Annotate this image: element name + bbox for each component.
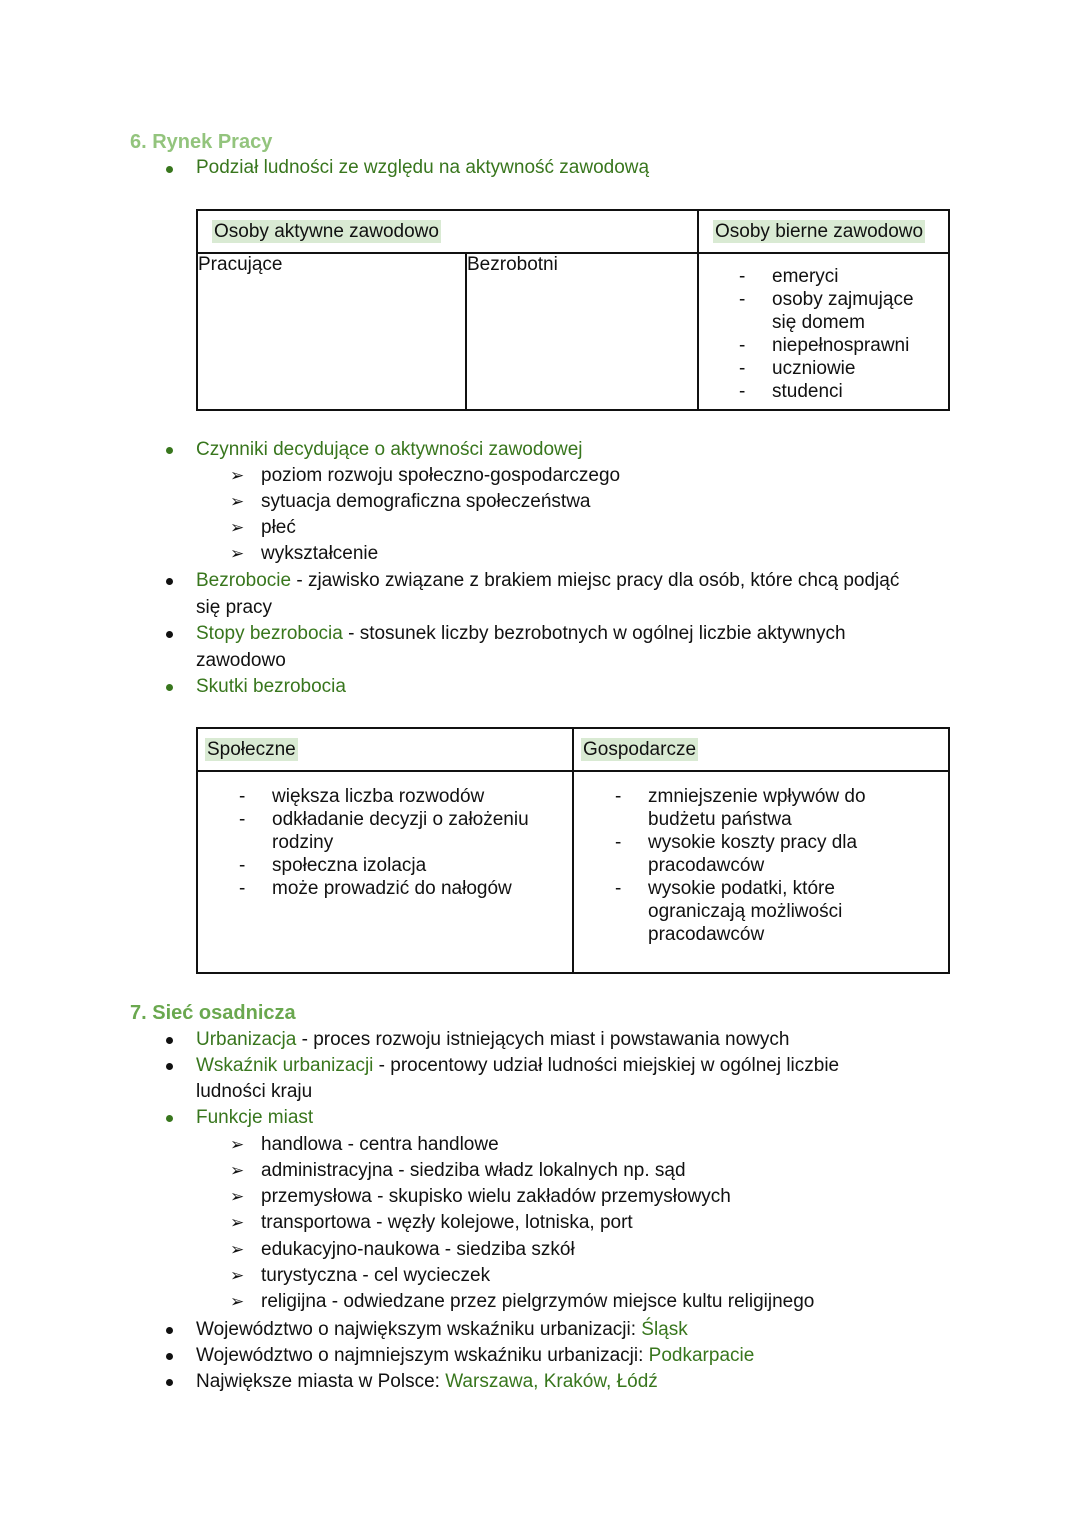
bullet-icon [166, 1063, 173, 1070]
header-active: Osoby aktywne zawodowo [214, 220, 439, 242]
rate-term: Stopy bezrobocia [196, 623, 343, 644]
header-passive-cell [698, 210, 949, 253]
list-item: - studenci [739, 380, 940, 403]
bullet-icon [166, 447, 173, 454]
bullet-icon [166, 166, 173, 173]
bullet-icon [166, 1037, 173, 1044]
urbanization-definition [196, 1029, 789, 1051]
header-passive: Osoby bierne zawodowo [715, 220, 924, 242]
function-item: turystyczna - cel wycieczek [261, 1265, 491, 1286]
list-item: - wysokie koszty pracy dla pracodawców [615, 831, 888, 877]
highest-urbanization [196, 1319, 688, 1341]
social-effects-cell [197, 771, 573, 973]
index-term: Wskaźnik urbanizacji [196, 1055, 374, 1076]
arrow-bullet-icon: ➢ [230, 1240, 245, 1259]
header-active-cell [197, 210, 698, 253]
effects-table [196, 727, 950, 974]
unemployed-label: Bezrobotni [467, 254, 558, 275]
bullet-icon [166, 631, 173, 638]
factor-item: płeć [261, 517, 296, 538]
labor-division-item: Podział ludności ze względu na aktywność zawodową [196, 157, 650, 178]
functions-title: Funkcje miast [196, 1107, 314, 1128]
factor-item: sytuacja demograficzna społeczeństwa [261, 491, 591, 512]
economic-effects-list [615, 785, 940, 946]
bullet-icon [166, 1327, 173, 1334]
index-def: - procentowy udział ludności miejskiej w ogólnej liczbie [373, 1055, 840, 1076]
lowest-label: Województwo o najmniejszym wskaźniku urbanizacji: [196, 1345, 649, 1366]
list-item: - niepełnosprawni [739, 334, 940, 357]
arrow-bullet-icon: ➢ [230, 1266, 245, 1285]
cities-value: Warszawa, Kraków, Łódź [445, 1371, 658, 1392]
arrow-bullet-icon: ➢ [230, 1213, 245, 1232]
unemployment-def-continued: się pracy [196, 597, 273, 618]
largest-cities [196, 1371, 658, 1393]
index-definition [196, 1055, 839, 1077]
function-item: administracyjna - siedziba władz lokalnych np. sąd [261, 1160, 686, 1181]
bullet-icon [166, 1353, 173, 1360]
bullet-icon [166, 684, 173, 691]
function-item: przemysłowa - skupisko wielu zakładów przemysłowych [261, 1186, 731, 1207]
function-item: handlowa - centra handlowe [261, 1134, 499, 1155]
header-social: Społeczne [207, 738, 296, 760]
function-item: edukacyjno-naukowa - siedziba szkół [261, 1239, 575, 1260]
lowest-urbanization [196, 1345, 754, 1367]
function-item: religijna - odwiedzane przez pielgrzymów miejsce kultu religijnego [261, 1291, 815, 1312]
function-item: transportowa - węzły kolejowe, lotniska, port [261, 1212, 633, 1233]
factor-item: poziom rozwoju społeczno-gospodarczego [261, 465, 621, 486]
highest-label: Województwo o największym wskaźniku urbanizacji: [196, 1319, 642, 1340]
bullet-icon [166, 1379, 173, 1386]
arrow-bullet-icon: ➢ [230, 544, 245, 563]
passive-list [739, 265, 940, 403]
passive-list-cell [698, 253, 949, 410]
urbanization-term: Urbanizacja [196, 1029, 297, 1050]
lowest-value: Podkarpacie [648, 1345, 755, 1366]
bullet-icon [166, 578, 173, 585]
list-item: - wysokie podatki, które ograniczają możliwości pracodawców [615, 877, 888, 946]
urbanization-def: - proces rozwoju istniejących miast i powstawania nowych [296, 1029, 790, 1050]
activity-table [196, 209, 950, 411]
header-economic: Gospodarcze [583, 738, 697, 760]
index-def-continued: ludności kraju [196, 1081, 313, 1102]
bullet-icon [166, 1115, 173, 1122]
arrow-bullet-icon: ➢ [230, 492, 245, 511]
header-social-cell [197, 728, 573, 771]
cities-label: Największe miasta w Polsce: [196, 1371, 446, 1392]
arrow-bullet-icon: ➢ [230, 1161, 245, 1180]
arrow-bullet-icon: ➢ [230, 1292, 245, 1311]
working-cell [197, 253, 466, 410]
rate-definition [196, 623, 846, 645]
header-economic-cell [573, 728, 949, 771]
list-item: - większa liczba rozwodów [239, 785, 564, 808]
unemployment-term: Bezrobocie [196, 570, 292, 591]
list-item: - uczniowie [739, 357, 940, 380]
unemployment-def: - zjawisko związane z brakiem miejsc pracy dla osób, które chcą podjąć [291, 570, 900, 591]
economic-effects-cell [573, 771, 949, 973]
list-item: - społeczna izolacja [239, 854, 564, 877]
list-item: - osoby zajmujące się domem [739, 288, 932, 334]
list-item: - może prowadzić do nałogów [239, 877, 564, 900]
working-label: Pracujące [198, 254, 283, 275]
factor-item: wykształcenie [261, 543, 379, 564]
rate-def-continued: zawodowo [196, 650, 286, 671]
arrow-bullet-icon: ➢ [230, 1187, 245, 1206]
arrow-bullet-icon: ➢ [230, 1135, 245, 1154]
unemployed-cell [466, 253, 698, 410]
unemployment-definition [196, 570, 899, 592]
section-7-heading: 7. Sieć osadnicza [130, 1002, 296, 1024]
list-item: - emeryci [739, 265, 940, 288]
arrow-bullet-icon: ➢ [230, 466, 245, 485]
section-6-heading: 6. Rynek Pracy [130, 131, 273, 153]
social-effects-list [239, 785, 564, 900]
factors-title: Czynniki decydujące o aktywności zawodowej [196, 439, 583, 460]
rate-def: - stosunek liczby bezrobotnych w ogólnej liczbie aktywnych [342, 623, 846, 644]
effects-title: Skutki bezrobocia [196, 676, 346, 697]
list-item: - odkładanie decyzji o założeniu rodziny [239, 808, 562, 854]
highest-value: Śląsk [641, 1319, 688, 1340]
list-item: - zmniejszenie wpływów do budżetu państwa [615, 785, 888, 831]
arrow-bullet-icon: ➢ [230, 518, 245, 537]
